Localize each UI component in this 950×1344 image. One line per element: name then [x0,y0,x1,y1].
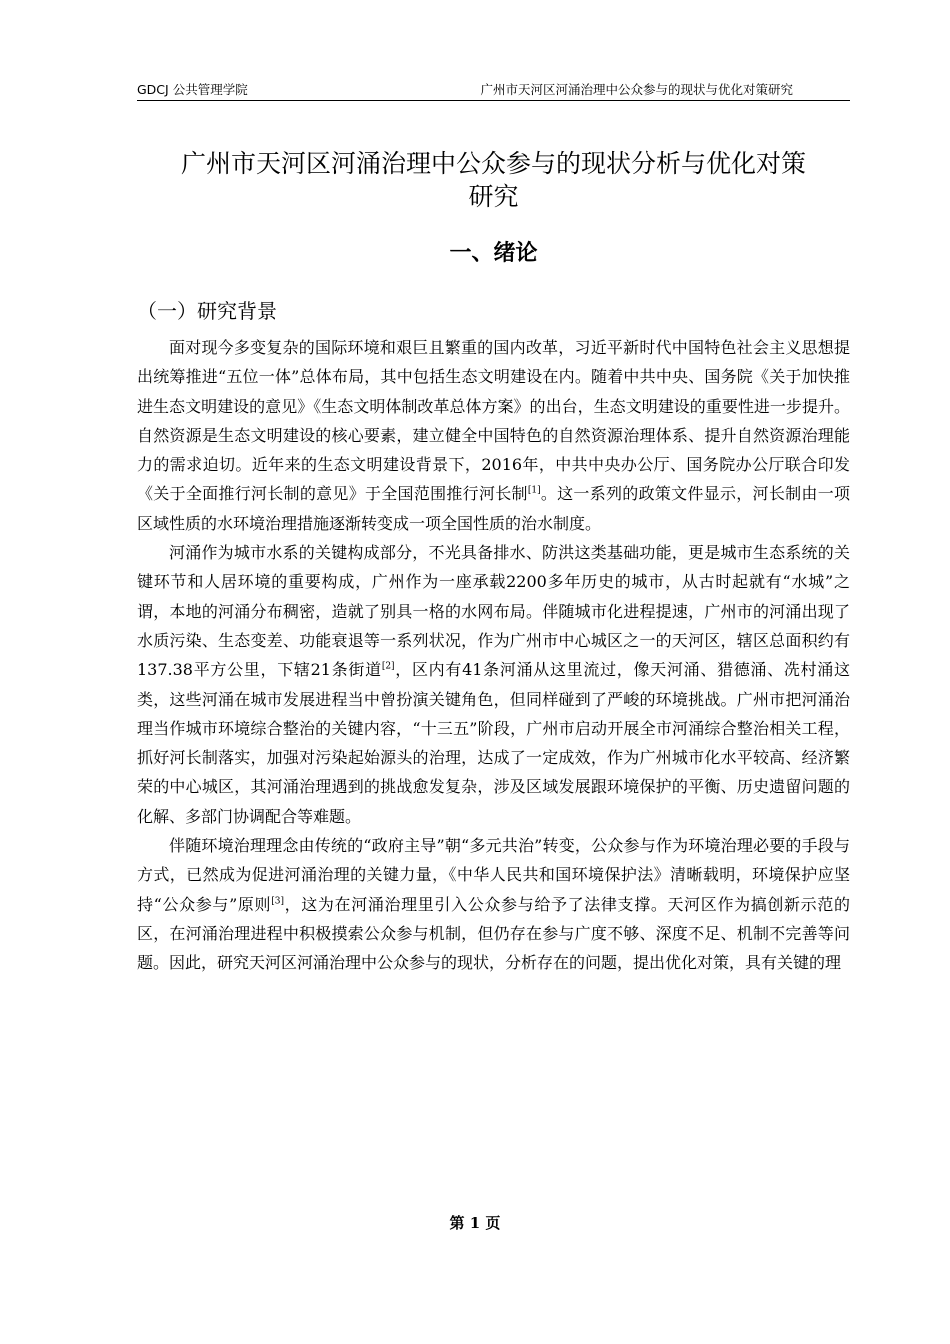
citation-2: [2] [381,661,395,672]
paper-title: 广州市天河区河涌治理中公众参与的现状分析与优化对策研究 [180,149,806,211]
paragraph-3-text-a: 伴随环境治理理念由传统的“政府主导”朝“多元共治”转变，公众参与作为环境治理必要的手段与方式，已然成为促进河涌治理的关键力量，《中华人民共和国环境保护法》清晰载明，环境保护应坚持“公众参与”原则 [137,836,850,914]
paragraph-2-text-a: 河涌作为城市水系的关键构成部分，不光具备排水、防洪这类基础功能，更是城市生态系统的关键环节和人居环境的重要构成，广州作为一座承载2200多年历史的城市，从古时起就有“水城”之谓，本地的河涌分布稠密，造就了别具一格的水网布局。伴随城市化进程提速，广州市的河涌出现了水质污染、生态变差、功能衰退等一系列状况，作为广州市中心城区之一的天河区，辖区总面积约有137.38平方公里，下辖21条街道 [137,543,850,680]
page-number: 第 1 页 [449,1214,501,1232]
paragraph-2-text-b: ，区内有41条河涌从这里流过，像天河涌、猎德涌、冼村涌这类，这些河涌在城市发展进程当中曾扮演关键角色，但同样碰到了严峻的环境挑战。广州市把河涌治理当作城市环境综合整治的关键内容，“十三五”阶段，广州市启动开展全市河涌综合整治相关工程，抓好河长制落实，加强对污染起始源头的治理，达成了一定成效，作为广州城市化水平较高、经济繁荣的中心城区，其河涌治理遇到的挑战愈发复杂，涉及区域发展跟环境保护的平衡、历史遗留问题的化解、多部门协调配合等难题。 [137,660,850,826]
subsection-heading: （一）研究背景 [137,299,277,323]
paragraph-2 [137,538,850,831]
header-running-title: 广州市天河区河涌治理中公众参与的现状与优化对策研究 [480,82,793,97]
body-text [137,333,850,978]
page-header [137,78,850,101]
citation-1: [1] [527,486,541,497]
paragraph-3-text-b: ，这为在河涌治理里引入公众参与给予了法律支撑。天河区作为搞创新示范的区，在河涌治理进程中积极摸索公众参与机制，但仍存在参与广度不够、深度不足、机制不完善等问题。因此，研究天河区河涌治理中公众参与的现状，分析存在的问题，提出优化对策，具有关键的理 [137,894,850,973]
citation-3: [3] [271,896,284,907]
header-institution: GDCJ 公共管理学院 [137,82,248,97]
paragraph-3 [137,831,850,977]
paragraph-1-text-b: 。这一系列的政策文件显示，河长制由一项区域性质的水环境治理措施逐渐转变成一项全国性质的治水制度。 [137,484,850,533]
paragraph-1 [137,333,850,538]
section-heading: 一、绪论 [449,241,538,266]
paragraph-1-text-a: 面对现今多变复杂的国际环境和艰巨且繁重的国内改革，习近平新时代中国特色社会主义思想提出统筹推进“五位一体”总体布局，其中包括生态文明建设在内。随着中共中央、国务院《关于加快推进生态文明建设的意见》《生态文明体制改革总体方案》的出台，生态文明建设的重要性进一步提升。自然资源是生态文明建设的核心要素，建立健全中国特色的自然资源治理体系、提升自然资源治理能力的需求迫切。近年来的生态文明建设背景下，2016年，中共中央办公厅、国务院办公厅联合印发《关于全面推行河长制的意见》于全国范围推行河长制 [137,338,850,504]
